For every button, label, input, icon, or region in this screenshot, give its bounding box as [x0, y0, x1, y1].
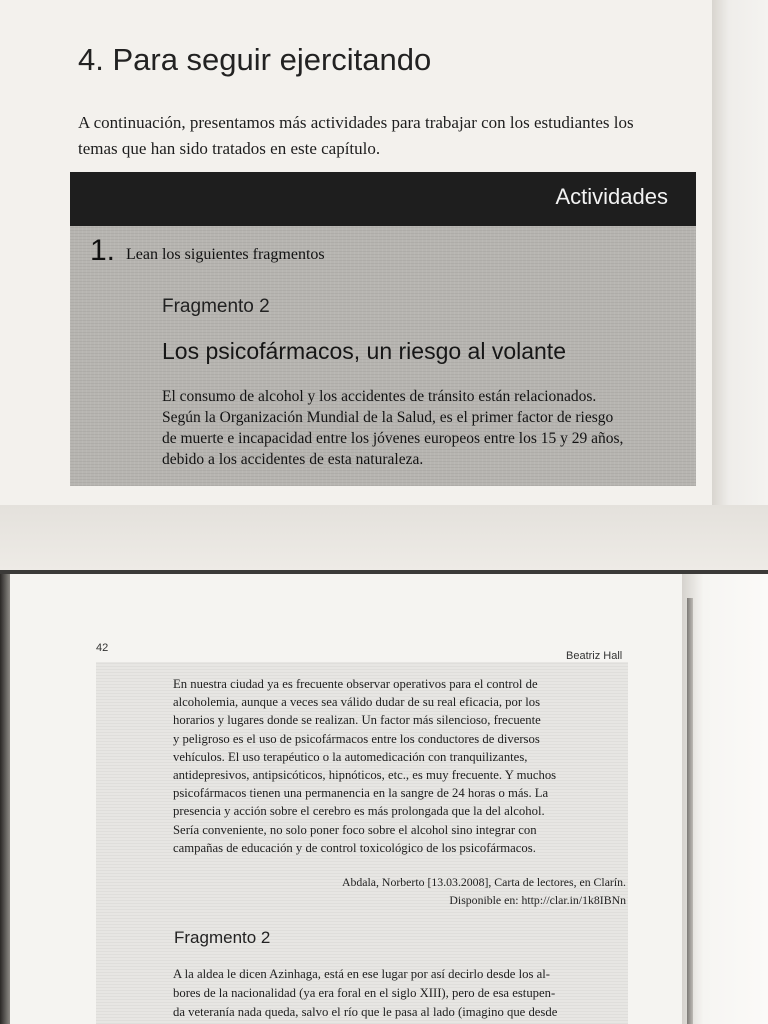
intro-text	[78, 110, 708, 162]
letter-paragraph	[173, 675, 633, 857]
activities-box	[70, 172, 696, 486]
paragraph-line: vehículos. El uso terapéutico o la automedicación con tranquilizantes,	[173, 749, 528, 764]
bottom-right-edge	[682, 574, 768, 1024]
page-number: 42	[96, 642, 109, 654]
fragment-line: Según la Organización Mundial de la Salud, es el primer factor de riesgo	[162, 409, 614, 426]
paragraph-line: Sería conveniente, no solo poner foco sobre el alcohol sino integrar con	[173, 822, 537, 837]
citation-line: Abdala, Norberto [13.03.2008], Carta de lectores, en Clarín.	[341, 875, 626, 889]
fragment-text	[162, 386, 682, 470]
top-page-shadow	[0, 505, 768, 570]
citation-link: Disponible en: http://clar.in/1k8IBNn	[449, 893, 626, 907]
intro-line: A continuación, presentamos más actividades para trabajar con los estudiantes los	[78, 113, 634, 132]
activity-instruction: Lean los siguientes fragmentos	[126, 246, 325, 263]
second-fragment-paragraph	[173, 965, 633, 1022]
paragraph-line: y peligroso es el uso de psicofármacos entre los conductores de diversos	[173, 731, 540, 746]
paragraph-line: campañas de educación y de control toxicológico de los psicofármacos.	[173, 840, 536, 855]
book-spine	[687, 598, 693, 1024]
fragment-title: Los psicofármacos, un riesgo al volante	[162, 338, 566, 364]
activities-header-bar	[70, 172, 696, 226]
fragment-line: de muerte e incapacidad entre los jóvenes europeos entre los 15 y 29 años,	[162, 430, 624, 447]
paragraph-line: horarios y lugares donde se realizan. Un factor más silencioso, frecuente	[173, 713, 541, 728]
paragraph-line: presencia y acción sobre el cerebro es más prolongada que la del alcohol.	[173, 804, 545, 819]
paragraph-line: alcoholemia, aunque a veces sea válido dudar de su real eficacia, por los	[173, 695, 541, 710]
running-head: Beatriz Hall	[566, 650, 623, 662]
paragraph-line: da veteranía nada queda, salvo el río que le pasa al lado (imagino que desde	[173, 1005, 558, 1019]
paragraph-line: A la aldea le dicen Azinhaga, está en ese lugar por así decirlo desde los al-	[173, 967, 550, 981]
bottom-page-photo	[0, 574, 768, 1024]
intro-line: temas que han sido tratados en este capítulo.	[78, 139, 381, 158]
fragment-line: debido a los accidentes de esta naturaleza.	[162, 451, 424, 468]
paragraph-line: psicofármacos tienen una permanencia en la sangre de 24 horas o más. La	[173, 786, 549, 801]
paragraph-line: En nuestra ciudad ya es frecuente observar operativos para el control de	[173, 677, 538, 691]
fragment-label-2: Fragmento 2	[174, 928, 271, 947]
paragraph-line: bores de la nacionalidad (ya era foral en el siglo XIII), pero de esa estupen-	[173, 986, 556, 1000]
citation	[342, 873, 626, 909]
top-page-edge	[712, 0, 768, 570]
bottom-left-edge	[0, 574, 10, 1024]
section-heading: 4. Para seguir ejercitando	[78, 42, 432, 77]
paragraph-line: antidepresivos, antipsicóticos, hipnóticos, etc., es muy frecuente. Y muchos	[173, 768, 557, 783]
activities-header: Actividades	[555, 184, 668, 209]
activity-number: 1.	[90, 234, 116, 267]
fragment-line: El consumo de alcohol y los accidentes de tránsito están relacionados.	[162, 388, 597, 405]
fragment-label: Fragmento 2	[162, 296, 270, 317]
